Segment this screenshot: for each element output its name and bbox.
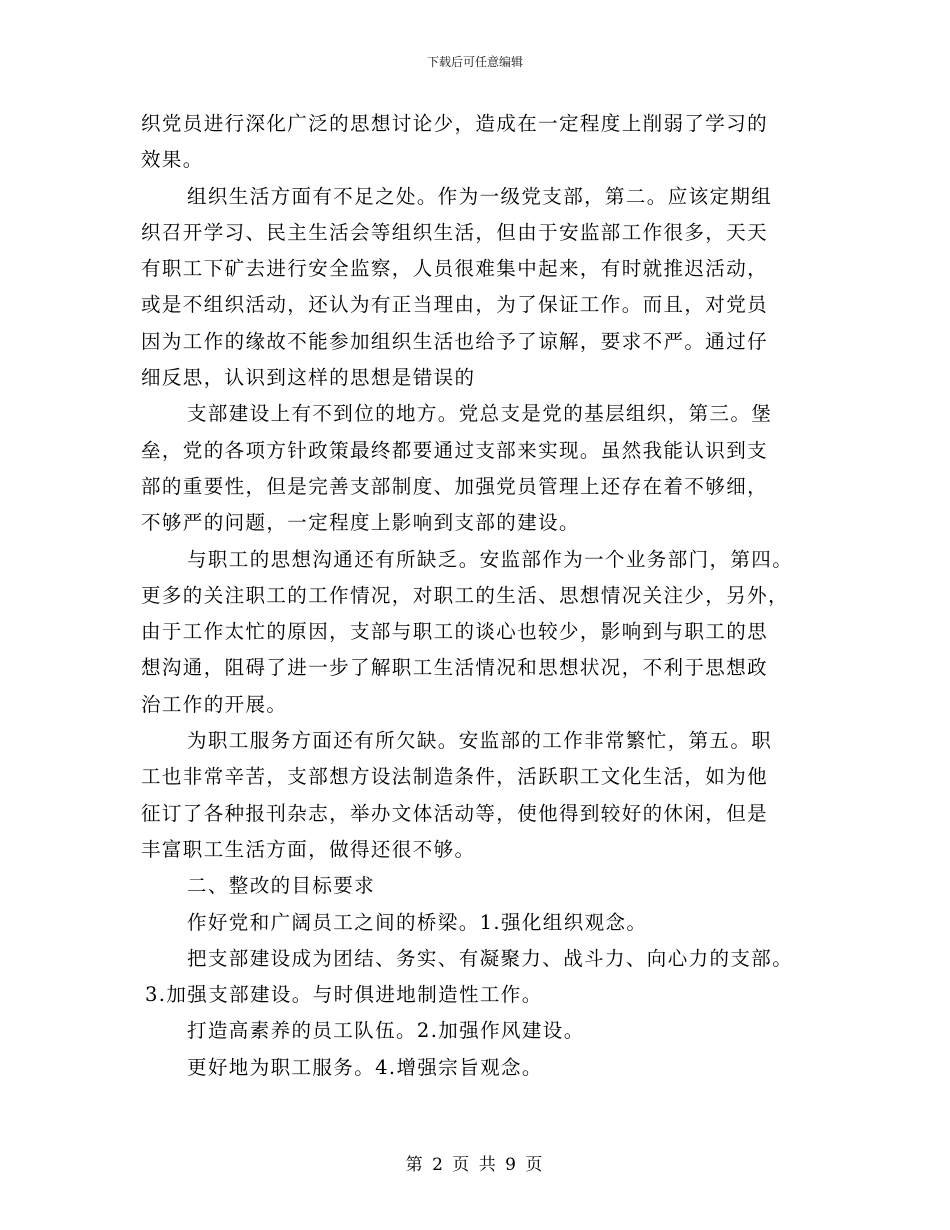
- paragraph-line: 或是不组织活动，还认为有正当理由，为了保证工作。而且，对党员: [141, 293, 769, 317]
- page-number: 第 2 页 共 9 页: [405, 1155, 545, 1175]
- paragraph-line: 与职工的思想沟通还有所缺乏。安监部作为一个业务部门，第四。: [187, 547, 794, 571]
- paragraph-line: 工也非常辛苦，支部想方设法制造条件，活跃职工文化生活，如为他: [141, 765, 769, 789]
- paragraph-line: 为职工服务方面还有所欠缺。安监部的工作非常繁忙，第五。职: [187, 729, 773, 753]
- paragraph-line: 征订了各种报刊杂志，举办文体活动等，使他得到较好的休闲，但是: [141, 801, 769, 825]
- page-header: 下载后可任意编辑: [426, 55, 523, 69]
- paragraph-line: 部的重要性，但是完善支部制度、加强党员管理上还存在着不够细，: [141, 474, 769, 498]
- paragraph-line: 3.加强支部建设。与时俱进地制造性工作。: [145, 983, 543, 1007]
- paragraph-line: 由于工作太忙的原因，支部与职工的谈心也较少，影响到与职工的思: [141, 620, 769, 644]
- paragraph-line: 织党员进行深化广泛的思想讨论少，造成在一定程度上削弱了学习的: [141, 112, 769, 135]
- paragraph-line: 治工作的开展。: [141, 692, 288, 716]
- paragraph-line: 支部建设上有不到位的地方。党总支是党的基层组织，第三。堡: [187, 402, 773, 426]
- section-heading: 二、整改的目标要求: [187, 874, 376, 898]
- paragraph-line: 作好党和广阔员工之间的桥梁。1.强化组织观念。: [187, 910, 648, 934]
- document-body: [141, 106, 811, 1086]
- paragraph-line: 打造高素养的员工队伍。2.加强作风建设。: [187, 1019, 585, 1043]
- paragraph-line: 垒，党的各项方针政策最终都要通过支部来实现。虽然我能认识到支: [141, 438, 769, 462]
- paragraph-line: 有职工下矿去进行安全监察，人员很难集中起来，有时就推迟活动，: [141, 257, 769, 281]
- paragraph-line: 更好地为职工服务。4.增强宗旨观念。: [187, 1055, 543, 1079]
- paragraph-line: 组织生活方面有不足之处。作为一级党支部，第二。应该定期组: [187, 184, 773, 208]
- paragraph-line: 织召开学习、民主生活会等组织生活，但由于安监部工作很多，天天: [141, 220, 769, 244]
- paragraph-line: 更多的关注职工的工作情况，对职工的生活、思想情况关注少，另外，: [141, 583, 789, 607]
- paragraph-line: 把支部建设成为团结、务实、有凝聚力、战斗力、向心力的支部。: [187, 946, 794, 970]
- paragraph-line: 效果。: [141, 148, 204, 172]
- paragraph-line: 丰富职工生活方面，做得还很不够。: [141, 837, 476, 861]
- paragraph-line: 细反思，认识到这样的思想是错误的: [141, 366, 476, 390]
- paragraph-line: 不够严的问题，一定程度上影响到支部的建设。: [141, 511, 580, 535]
- paragraph-line: 想沟通，阻碍了进一步了解职工生活情况和思想状况，不利于思想政: [141, 656, 769, 680]
- paragraph-line: 因为工作的缘故不能参加组织生活也给予了谅解，要求不严。通过仔: [141, 329, 769, 353]
